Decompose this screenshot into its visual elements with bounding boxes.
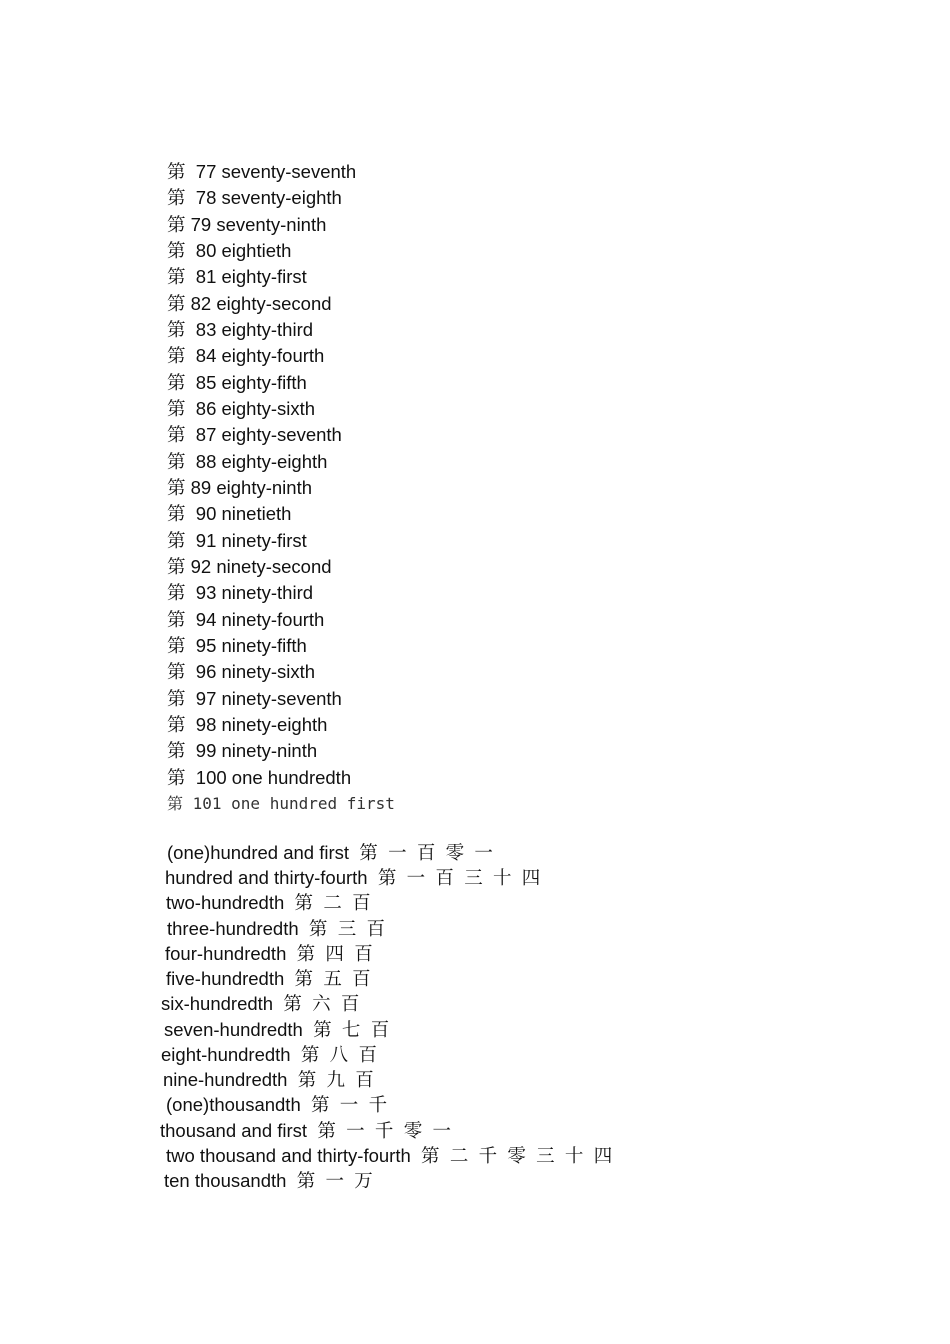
ordinal-line: 第 83 eighty-third [167, 319, 314, 340]
ordinal-line: 第 88 eighty-eighth [167, 451, 328, 472]
ordinal-line: eight-hundredth 第 八 百 [161, 1044, 377, 1065]
ordinal-line: 第 94 ninety-fourth [167, 609, 325, 630]
ordinal-line: 第 79 seventy-ninth [167, 214, 327, 235]
ordinal-line: 第 85 eighty-fifth [167, 372, 307, 393]
ordinal-line: (one)hundred and first 第 一 百 零 一 [167, 842, 493, 863]
ordinal-line: 第 77 seventy-seventh [167, 161, 357, 182]
ordinal-line: five-hundredth 第 五 百 [166, 968, 371, 989]
ordinal-line: 第 84 eighty-fourth [167, 345, 325, 366]
ordinal-line: hundred and thirty-fourth 第 一 百 三 十 四 [165, 867, 541, 888]
ordinal-line: two thousand and thirty-fourth 第 二 千 零 三 十 四 [166, 1145, 613, 1166]
ordinal-line: 第 101 one hundred first [167, 794, 395, 813]
ordinal-line: 第 92 ninety-second [167, 556, 332, 577]
ordinal-line: 第 100 one hundredth [167, 767, 352, 788]
ordinal-line: ten thousandth 第 一 万 [164, 1170, 373, 1191]
ordinal-line: 第 80 eightieth [167, 240, 292, 261]
ordinal-line: 第 98 ninety-eighth [167, 714, 328, 735]
ordinal-line: three-hundredth 第 三 百 [167, 918, 385, 939]
ordinal-line: 第 89 eighty-ninth [167, 477, 313, 498]
ordinal-line: two-hundredth 第 二 百 [166, 892, 371, 913]
ordinal-line: four-hundredth 第 四 百 [165, 943, 373, 964]
ordinal-line: 第 81 eighty-first [167, 266, 307, 287]
ordinal-line: 第 82 eighty-second [167, 293, 332, 314]
ordinal-line: 第 86 eighty-sixth [167, 398, 316, 419]
ordinal-line: 第 87 eighty-seventh [167, 424, 342, 445]
ordinal-line: 第 97 ninety-seventh [167, 688, 342, 709]
ordinal-line: 第 99 ninety-ninth [167, 740, 318, 761]
ordinal-line: thousand and first 第 一 千 零 一 [160, 1120, 451, 1141]
ordinal-line: nine-hundredth 第 九 百 [163, 1069, 374, 1090]
ordinal-line: seven-hundredth 第 七 百 [164, 1019, 390, 1040]
ordinal-line: 第 91 ninety-first [167, 530, 307, 551]
ordinal-line: 第 95 ninety-fifth [167, 635, 307, 656]
ordinal-line: (one)thousandth 第 一 千 [166, 1094, 388, 1115]
ordinal-line: 第 78 seventy-eighth [167, 187, 342, 208]
ordinal-line: six-hundredth 第 六 百 [161, 993, 360, 1014]
ordinal-line: 第 93 ninety-third [167, 582, 314, 603]
ordinal-line: 第 90 ninetieth [167, 503, 292, 524]
ordinal-line: 第 96 ninety-sixth [167, 661, 316, 682]
